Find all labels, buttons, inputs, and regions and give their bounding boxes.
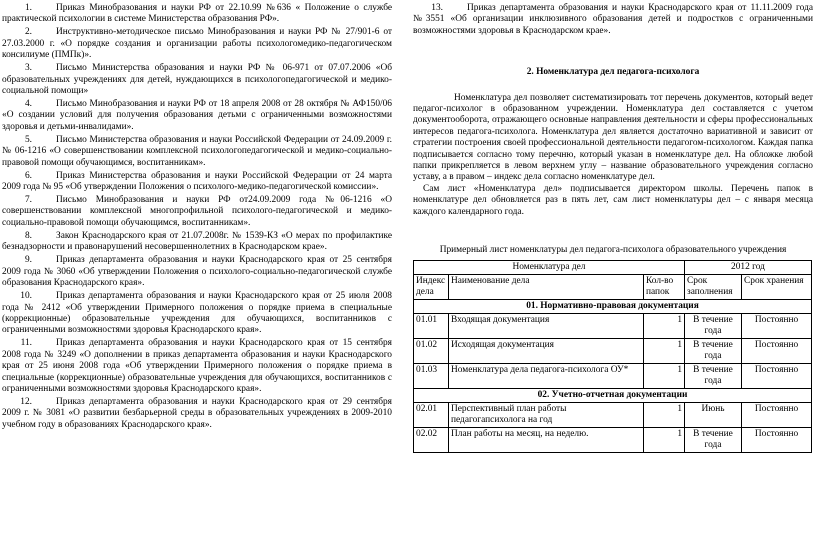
- header-cell: 2012 год: [685, 260, 812, 274]
- table-row: [414, 402, 812, 427]
- table-section-row: [414, 388, 812, 402]
- table-header: [414, 274, 812, 299]
- table-caption: Примерный лист номенклатуры дел педагога-психолога образовательного учреждения: [439, 245, 787, 256]
- table-cell: 02.02: [414, 427, 449, 452]
- table-cell: Постоянно: [742, 402, 812, 427]
- list-item: [2, 195, 392, 229]
- table-cell: Постоянно: [742, 338, 812, 363]
- item-number: 10.: [20, 291, 32, 302]
- section-title-cell: 01. Нормативно-правовая документация: [414, 299, 812, 313]
- table-cell: Постоянно: [742, 363, 812, 388]
- list-item: [413, 3, 813, 37]
- item-text: Письмо Министерства образования и науки РФ № 06-971 от 07.07.2006 «Об образовательных учреждениях для детей, нуждающихся в психологопедагогической и медико-социальной помощи»: [2, 63, 392, 97]
- item-text: Закон Краснодарского края от 21.07.2008г. № 1539-КЗ «О мерах по профилактике безнадзорности и правонарушений несовершеннолетних в Краснодарском крае».: [2, 230, 392, 253]
- item-text: Письмо Минобразования и науки РФ от 18 апреля 2008 от 28 октября № АФ150/06 «О создании условий для получения образования детьми с ограниченными возможностями здоровья и детьми-инвалидами».: [2, 99, 392, 132]
- table-cell: Перспективный план работы педагогапсихолога на год: [449, 402, 644, 427]
- list-item: [2, 63, 392, 97]
- list-item: [2, 3, 392, 26]
- item-text: Письмо Минобразования и науки РФ от24.09.2009 года №06-1216 «О совершенствовании комплексной многопрофильной психолого-педагогической и медико-социально-правовой помощи обучающимся, воспитанникам».: [2, 195, 392, 228]
- item-text: Приказ департамента образования и науки Краснодарского края от 11.11.2009 года №3551 «Об организации инклюзивного образования детей и подростков с ограниченными возможностями здоровья в Краснодарском крае».: [413, 3, 813, 36]
- table-row: [414, 363, 812, 388]
- table-cell: 02.01: [414, 402, 449, 427]
- item-text: Приказ Министерства образования и науки Российской Федерации от 24 марта 2009 года № 95 «Об утверждении Положения о психолого-медико-педагогической комиссии».: [2, 170, 392, 193]
- table-cell: 1: [644, 313, 685, 338]
- item-text: Приказ департамента образования и науки Краснодарского края от 29 сентября 2009 г. № 3081 «О развитии безбарьерной среды в образовательных учреждениях в 2009-2010 учебном году в образованиях Краснодарского края».: [2, 396, 392, 430]
- table-cell: В течение года: [685, 313, 742, 338]
- list-item: [2, 135, 392, 169]
- table-cell: В течение года: [685, 427, 742, 452]
- table-cell: План работы на месяц, на неделю.: [449, 427, 644, 452]
- list-item: [2, 255, 392, 289]
- item-text: Приказ департамента образования и науки Краснодарского края от 25 июля 2008 года № 2412 «Об утверждении Примерного положения о порядке приема в специальные (коррекционные) образовательные учреждения для обучающихся, воспитанников с ограниченными возможностями здоровья Краснодарского края».: [2, 291, 392, 336]
- item-text: Приказ департамента образования и науки Краснодарского края от 15 сентября 2008 года № 3249 «О дополнении в приказ департамента образования и науки Краснодарского края от 25 июня 2008 года «Об утверждении Примерного положения о порядке приема в специальные (коррекционные) образовательные учреждения для обучающихся, воспитанников с ограниченными возможностями здоровья Краснодарского края».: [2, 338, 392, 394]
- item-text: Инструктивно-методическое письмо Минобразования и науки РФ № 27/901-6 от 27.03.2000 г. «О порядке создания и организации работы психологомедико-педагогическом консилиуме (ПМПк)».: [2, 27, 392, 61]
- item-number: 11.: [20, 338, 32, 349]
- table-cell: 01.02: [414, 338, 449, 363]
- paragraph: Номенклатура дел позволяет систематизировать тот перечень документов, который ведет педагог-психолог в образованном учреждении. Номенклатура дел составляется с учетом документооборота, отражающего основные направления деятельности и сферы профессиональных интересов педагога-психолога. Номенклатура дел является достаточно вариативной и зависит от стратегии построения своей профессиональной деятельности педагогом-психологом. Каждая папка подписывается согласно тому перечню, который указан в номенклатуре дел. На обложке любой папки прикрепляется в левом верхнем углу – название образовательного учреждения согласно уставу, а в правом – индекс дела согласно номенклатуре дел.: [413, 92, 813, 183]
- header-cell: Кол-во папок: [644, 274, 685, 299]
- table-cell: В течение года: [685, 338, 742, 363]
- section-title: 2. Номенклатура дел педагога-психолога: [526, 67, 700, 78]
- nomenclature-table: [413, 260, 812, 453]
- list-item: [2, 99, 392, 133]
- header-cell: Срок заполнения: [685, 274, 742, 299]
- section-title-cell: 02. Учетно-отчетная документации: [414, 388, 812, 402]
- table-row: [414, 338, 812, 363]
- table-cell: Постоянно: [742, 313, 812, 338]
- header-cell: Индекс дела: [414, 274, 449, 299]
- table-cell: Номенклатура дела педагога-психолога ОУ*: [449, 363, 644, 388]
- item-number: 4.: [24, 99, 32, 110]
- item-number: 9.: [24, 255, 32, 266]
- table-row: [414, 313, 812, 338]
- table-cell: Входящая документация: [449, 313, 644, 338]
- table-header-top: [414, 260, 812, 274]
- header-cell: Срок хранения: [742, 274, 812, 299]
- list-item: [2, 397, 392, 431]
- item-number: 5.: [24, 134, 32, 145]
- table-cell: Постоянно: [742, 427, 812, 452]
- item-number: 7.: [24, 195, 32, 206]
- table-cell: Июнь: [685, 402, 742, 427]
- item-number: 6.: [24, 170, 32, 181]
- item-text: Приказ Минобразования и науки РФ от 22.10.99 №636 « Положение о службе практической психологии в системе Министерства образования РФ».: [2, 3, 392, 25]
- item-number: 2.: [24, 27, 32, 38]
- item-text: Письмо Министерства образования и науки Российской Федерации от 24.09.2009 г. № 06-1216 «О совершенствовании комплексной психологопедагогической и медико-социально-правовой помощи обучающимся, воспитанникам».: [2, 134, 392, 168]
- paragraph: Сам лист «Номенклатура дел» подписывается директором школы. Перечень папок в номенклатуре дел обновляется раз в пять лет, сам лист номенклатуры дел – с января месяца каждого календарного года.: [413, 183, 813, 217]
- item-number: 13.: [431, 3, 443, 13]
- left-column: [2, 3, 392, 433]
- item-text: Приказ департамента образования и науки Краснодарского края от 25 сентября 2009 года № 3060 «Об утверждении Положения о психолого-социально-педагогической службе образования Краснодарского края».: [2, 255, 392, 289]
- table-cell: В течение года: [685, 363, 742, 388]
- item-number: 12.: [20, 396, 32, 407]
- item-number: 8.: [24, 230, 32, 241]
- list-item: [2, 171, 392, 194]
- table-cell: Исходящая документация: [449, 338, 644, 363]
- table-cell: 01.01: [414, 313, 449, 338]
- table-cell: 1: [644, 427, 685, 452]
- table-cell: 1: [644, 402, 685, 427]
- list-item: [2, 338, 392, 395]
- item-number: 3.: [24, 63, 32, 74]
- table-cell: 01.03: [414, 363, 449, 388]
- header-cell: Наименование дела: [449, 274, 644, 299]
- table-cell: 1: [644, 338, 685, 363]
- table-row: [414, 427, 812, 452]
- header-cell: Номенклатура дел: [414, 260, 685, 274]
- table-section-row: [414, 299, 812, 313]
- list-item: [2, 231, 392, 254]
- list-item: [2, 27, 392, 61]
- item-number: 1.: [24, 3, 32, 13]
- right-column: [413, 3, 813, 453]
- table-cell: 1: [644, 363, 685, 388]
- list-item: [2, 291, 392, 337]
